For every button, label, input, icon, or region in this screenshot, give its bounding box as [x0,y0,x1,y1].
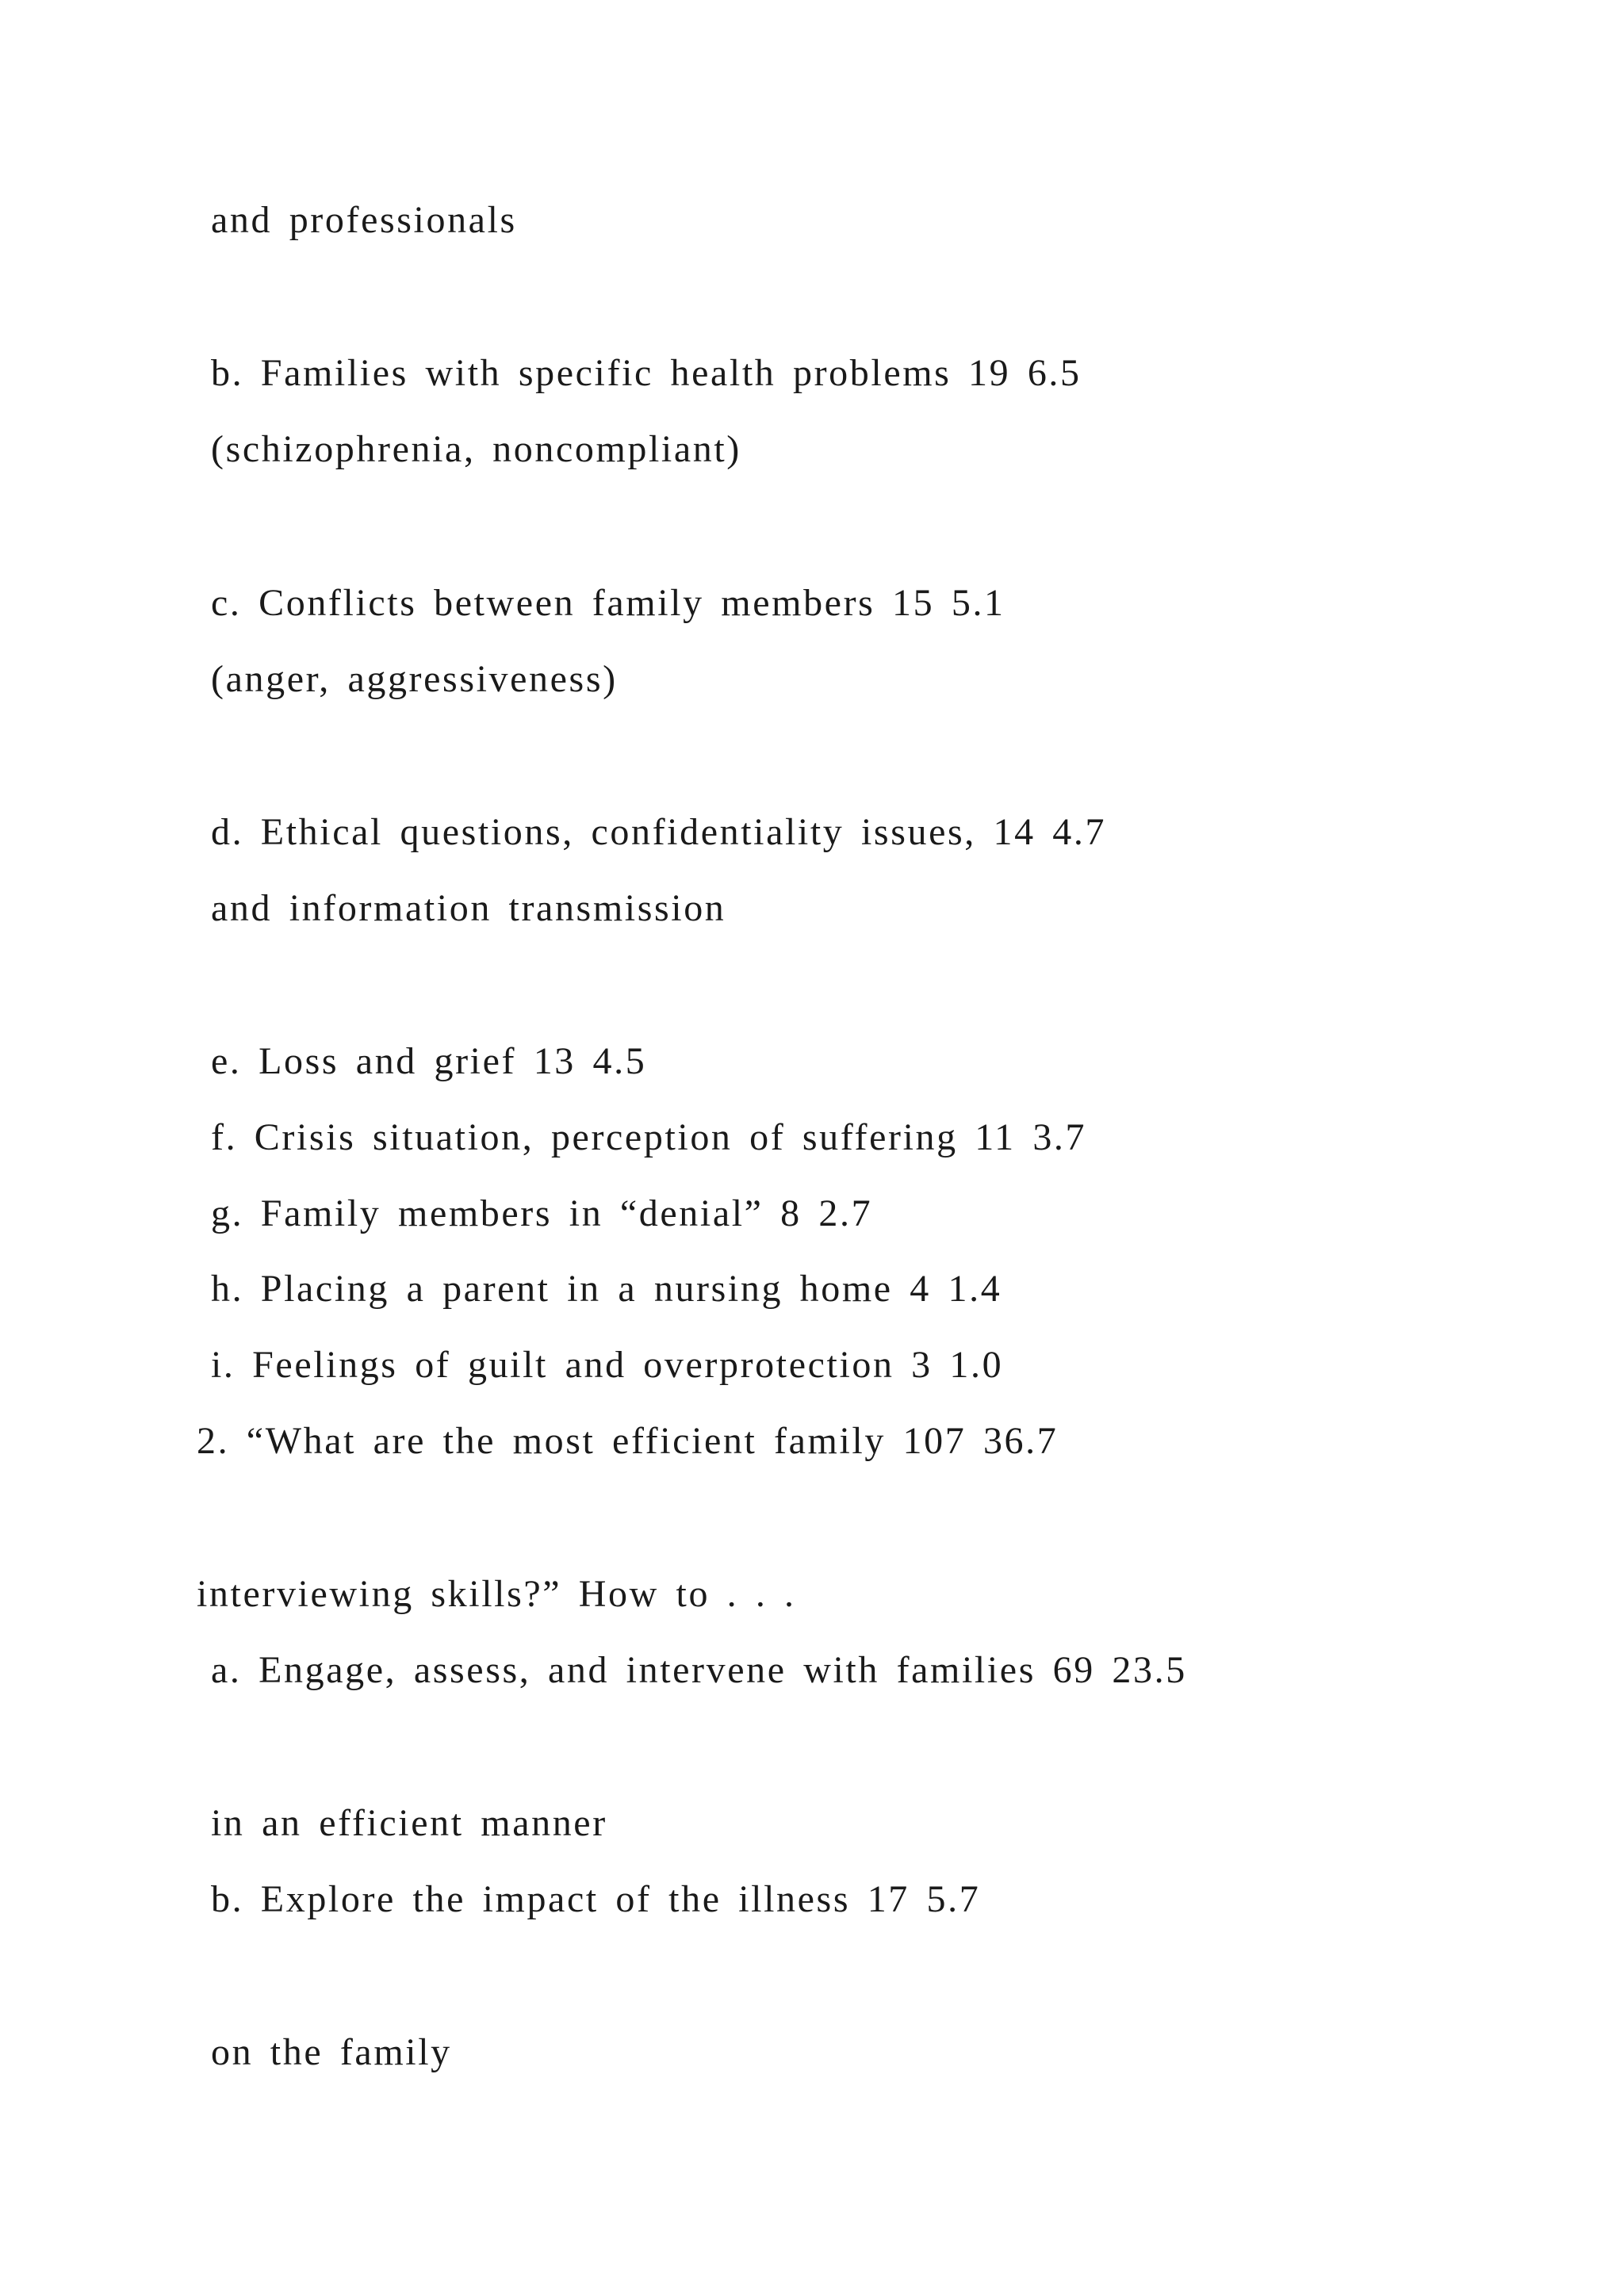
text-line-17: b. Explore the impact of the illness 17 5.7 [211,1878,981,1920]
text-line-6: d. Ethical questions, confidentiality issues, 14 4.7 [211,811,1107,853]
text-line-15: a. Engage, assess, and intervene with families 69 23.5 [211,1649,1187,1691]
text-line-11: h. Placing a parent in a nursing home 4 1.4 [211,1268,1002,1310]
text-line-12: i. Feelings of guilt and overprotection 3 1.0 [211,1344,1004,1386]
text-line-13: 2. “What are the most efficient family 107 36.7 [197,1420,1059,1462]
text-line-8: e. Loss and grief 13 4.5 [211,1040,647,1082]
text-line-5: (anger, aggressiveness) [211,658,618,700]
text-line-3: (schizophrenia, noncompliant) [211,428,741,470]
text-line-1: and professionals [211,199,517,241]
text-line-10: g. Family members in “denial” 8 2.7 [211,1192,873,1234]
text-line-4: c. Conflicts between family members 15 5.1 [211,582,1005,624]
text-line-14: interviewing skills?” How to . . . [197,1573,796,1615]
text-line-2: b. Families with specific health problems 19 6.5 [211,352,1082,394]
text-line-16: in an efficient manner [211,1802,607,1844]
text-line-9: f. Crisis situation, perception of suffering 11 3.7 [211,1116,1087,1158]
text-line-18: on the family [211,2031,452,2073]
text-line-7: and information transmission [211,887,726,929]
